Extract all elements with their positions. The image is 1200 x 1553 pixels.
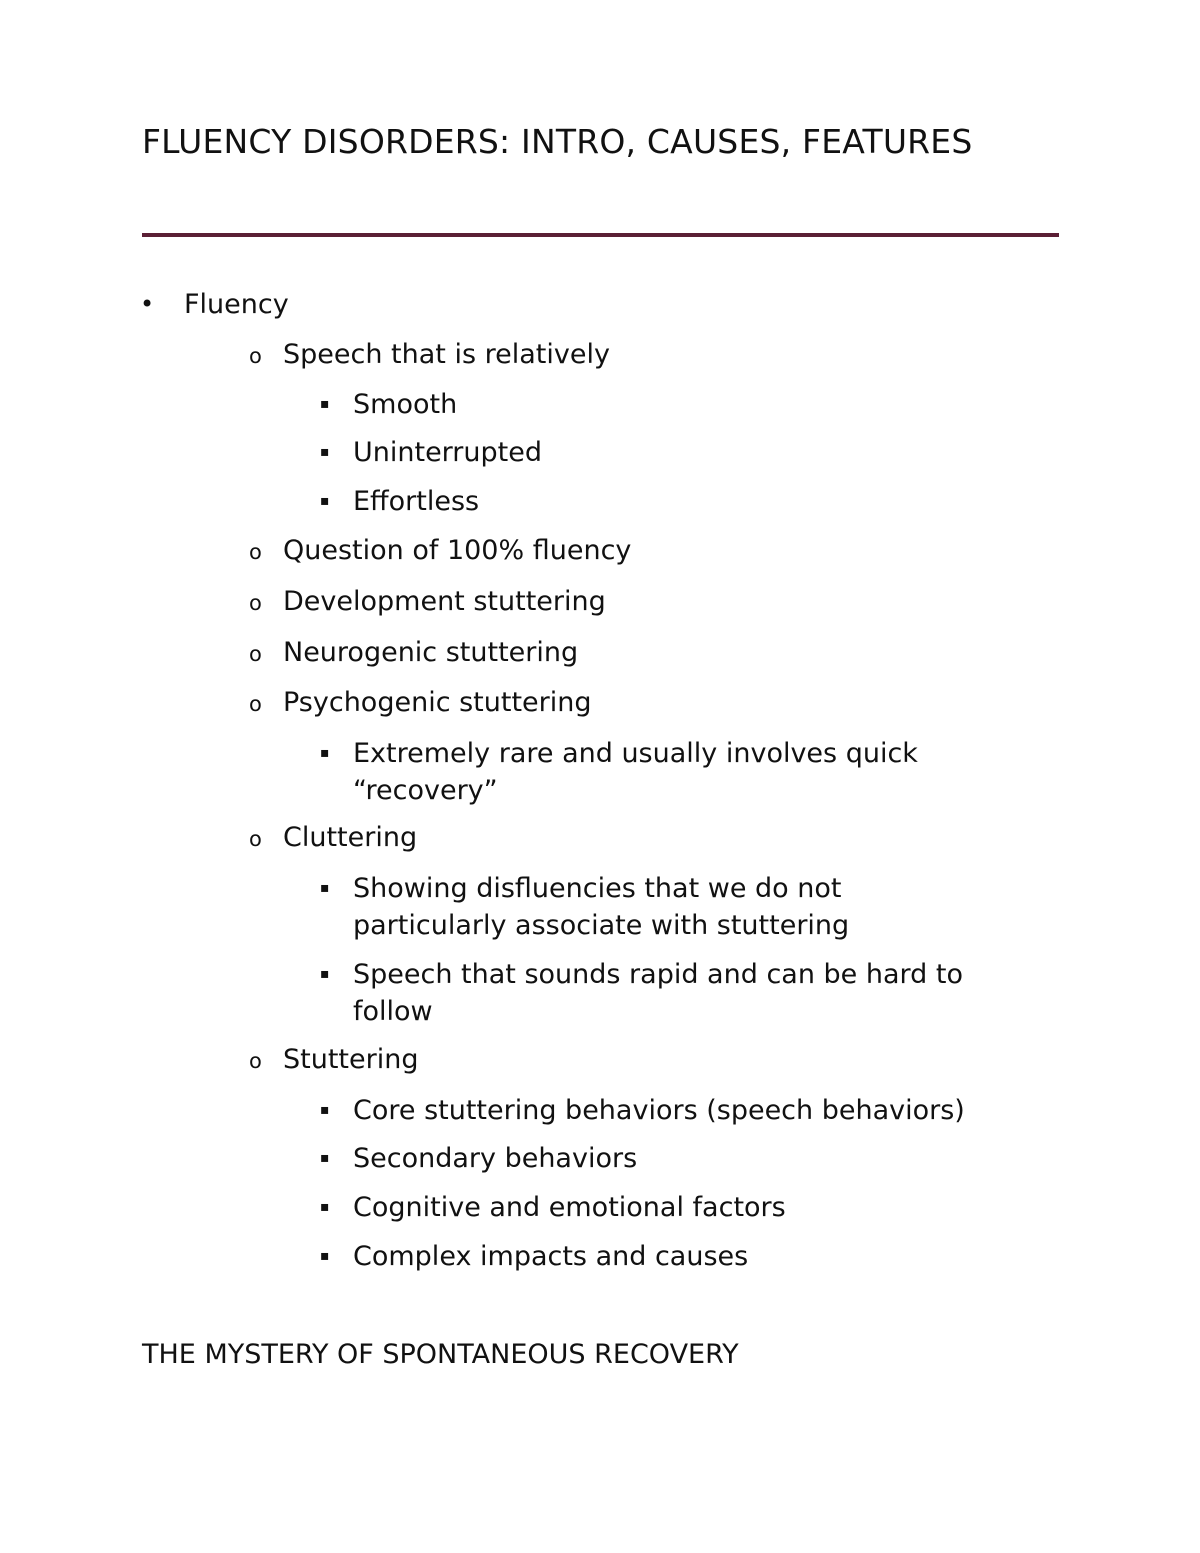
bullet-level3: ▪ [320,444,330,460]
list-item-cluttering-note1-line2: particularly associate with stuttering [353,910,850,941]
list-item-fluency: Fluency [184,289,289,320]
list-item-uninterrupted: Uninterrupted [353,437,542,468]
list-item-cognitive: Cognitive and emotional factors [353,1192,786,1223]
bullet-level3: ▪ [320,745,330,761]
list-item-speech-relatively: Speech that is relatively [283,339,610,370]
list-item-core: Core stuttering behaviors (speech behaviors) [353,1095,965,1126]
list-item-psychogenic: Psychogenic stuttering [283,687,592,718]
list-item-neurogenic: Neurogenic stuttering [283,637,579,668]
list-item-secondary: Secondary behaviors [353,1143,638,1174]
bullet-level2: o [249,1049,262,1073]
bullet-level3: ▪ [320,1102,330,1118]
list-item-complex: Complex impacts and causes [353,1241,749,1272]
bullet-level3: ▪ [320,880,330,896]
document-title: FLUENCY DISORDERS: INTRO, CAUSES, FEATURES [142,122,973,161]
list-item-psychogenic-note-line1: Extremely rare and usually involves quick [353,738,918,769]
bullet-level3: ▪ [320,396,330,412]
list-item-stuttering: Stuttering [283,1044,419,1075]
bullet-level2: o [249,591,262,615]
list-item-cluttering: Cluttering [283,822,418,853]
list-item-cluttering-note1-line1: Showing disfluencies that we do not [353,873,842,904]
bullet-level3: ▪ [320,493,330,509]
bullet-level3: ▪ [320,1150,330,1166]
bullet-level3: ▪ [320,1248,330,1264]
list-item-smooth: Smooth [353,389,458,420]
list-item-effortless: Effortless [353,486,480,517]
list-item-cluttering-note2-line2: follow [353,996,433,1027]
bullet-level2: o [249,344,262,368]
bullet-level1: • [140,290,155,318]
bullet-level3: ▪ [320,966,330,982]
list-item-question-100: Question of 100% fluency [283,535,632,566]
bullet-level3: ▪ [320,1199,330,1215]
list-item-development: Development stuttering [283,586,606,617]
list-item-psychogenic-note-line2: “recovery” [353,775,498,806]
bullet-level2: o [249,827,262,851]
bullet-level2: o [249,642,262,666]
title-underline-rule [142,233,1059,237]
bullet-level2: o [249,692,262,716]
list-item-cluttering-note2-line1: Speech that sounds rapid and can be hard to [353,959,963,990]
section-heading: THE MYSTERY OF SPONTANEOUS RECOVERY [142,1339,739,1370]
bullet-level2: o [249,540,262,564]
